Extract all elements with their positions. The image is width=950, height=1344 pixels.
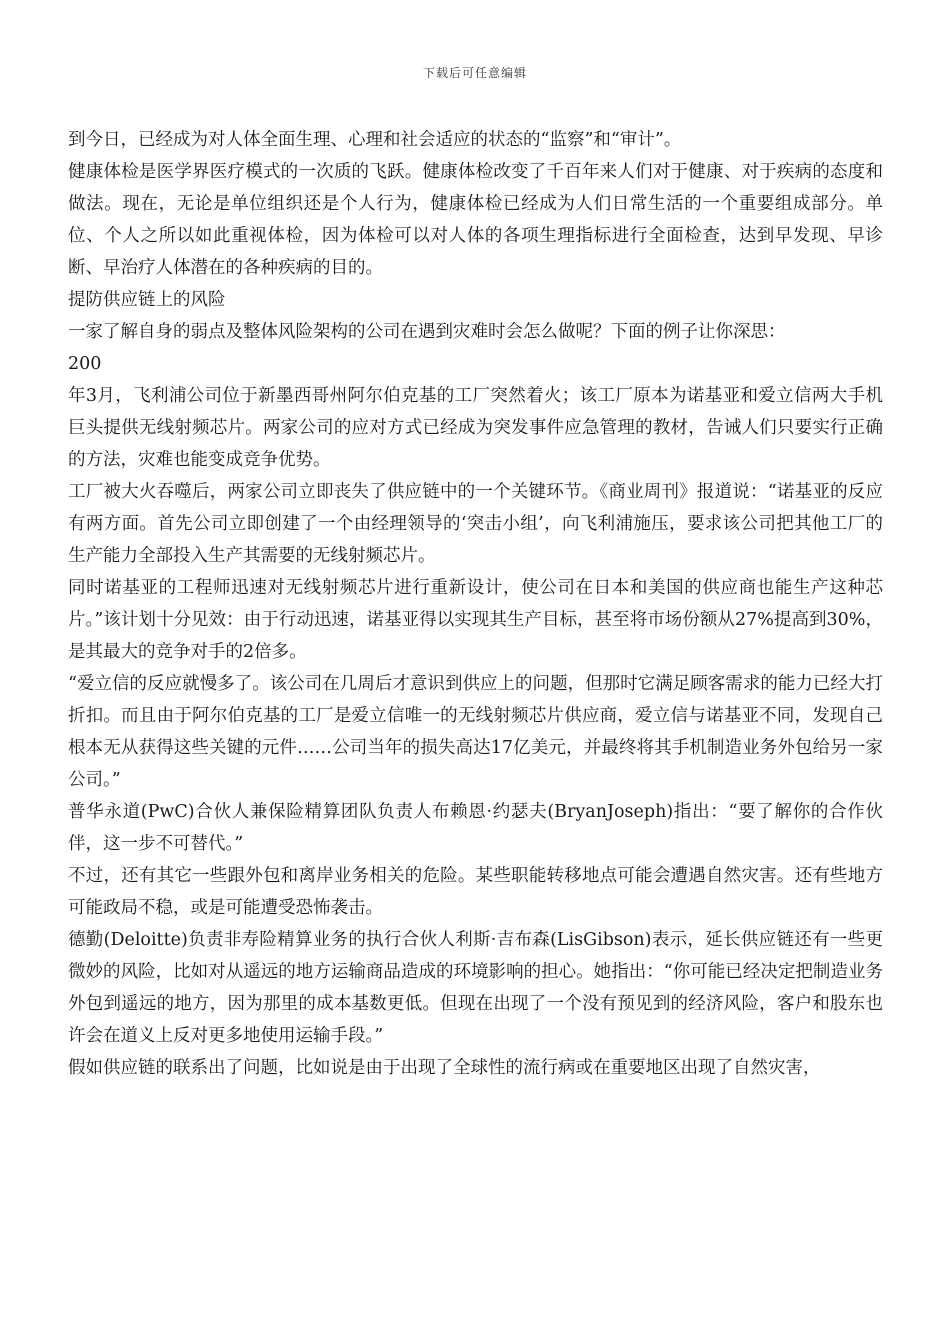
- paragraph: 普华永道(PwC)合伙人兼保险精算团队负责人布赖恩·约瑟夫(BryanJoseph)指出：“要了解你的合作伙伴，这一步不可替代。”: [68, 802, 883, 854]
- paragraph: 到今日，已经成为对人体全面生理、心理和社会适应的状态的“监察”和“审计”。: [68, 130, 682, 150]
- paragraph: 假如供应链的联系出了问题，比如说是由于出现了全球性的流行病或在重要地区出现了自然灾害，: [68, 1058, 821, 1078]
- paragraph: 健康体检是医学界医疗模式的一次质的飞跃。健康体检改变了千百年来人们对于健康、对于疾病的态度和做法。现在，无论是单位组织还是个人行为，健康体检已经成为人们日常生活的一个重要组成部分。单位、个人之所以如此重视体检，因为体检可以对人体的各项生理指标进行全面检查，达到早发现、早诊断、早治疗人体潜在的各种疾病的目的。: [68, 162, 883, 278]
- paragraph: 德勤(Deloitte)负责非寿险精算业务的执行合伙人利斯·吉布森(LisGibson)表示，延长供应链还有一些更微妙的风险，比如对从遥远的地方运输商品造成的环境影响的担心。她指出：“你可能已经决定把制造业务外包到遥远的地方，因为那里的成本基数更低。但现在出现了一个没有预见到的经济风险，客户和股东也许会在道义上反对更多地使用运输手段。”: [68, 930, 883, 1046]
- paragraph: 年3月，飞利浦公司位于新墨西哥州阿尔伯克基的工厂突然着火；该工厂原本为诺基亚和爱立信两大手机巨头提供无线射频芯片。两家公司的应对方式已经成为突发事件应急管理的教材，告诫人们只要实行正确的方法，灾难也能变成竞争优势。: [68, 386, 883, 470]
- paragraph: 同时诺基亚的工程师迅速对无线射频芯片进行重新设计，使公司在日本和美国的供应商也能生产这种芯片。”该计划十分见效：由于行动迅速，诺基亚得以实现其生产目标，甚至将市场份额从27%提高到30%，是其最大的竞争对手的2倍多。: [68, 578, 883, 662]
- page-header: 下载后可任意编辑: [422, 66, 527, 80]
- section-heading: 提防供应链上的风险: [68, 290, 226, 310]
- paragraph: 一家了解自身的弱点及整体风险架构的公司在遇到灾难时会怎么做呢？下面的例子让你深思：: [68, 322, 786, 342]
- paragraph: “爱立信的反应就慢多了。该公司在几周后才意识到供应上的问题，但那时它满足顾客需求的能力已经大打折扣。而且由于阿尔伯克基的工厂是爱立信唯一的无线射频芯片供应商，爱立信与诺基亚不同，发现自己根本无从获得这些关键的元件……公司当年的损失高达17亿美元，并最终将其手机制造业务外包给另一家公司。”: [68, 674, 883, 790]
- paragraph: 工厂被大火吞噬后，两家公司立即丧失了供应链中的一个关键环节。《商业周刊》报道说：“诺基亚的反应有两方面。首先公司立即创建了一个由经理领导的‘突击小组’，向飞利浦施压，要求该公司把其他工厂的生产能力全部投入生产其需要的无线射频芯片。: [68, 482, 883, 566]
- document-body: [68, 124, 883, 1084]
- paragraph: 不过，还有其它一些跟外包和离岸业务相关的危险。某些职能转移地点可能会遭遇自然灾害。还有些地方可能政局不稳，或是可能遭受恐怖袭击。: [68, 866, 883, 918]
- paragraph: 200: [68, 354, 102, 374]
